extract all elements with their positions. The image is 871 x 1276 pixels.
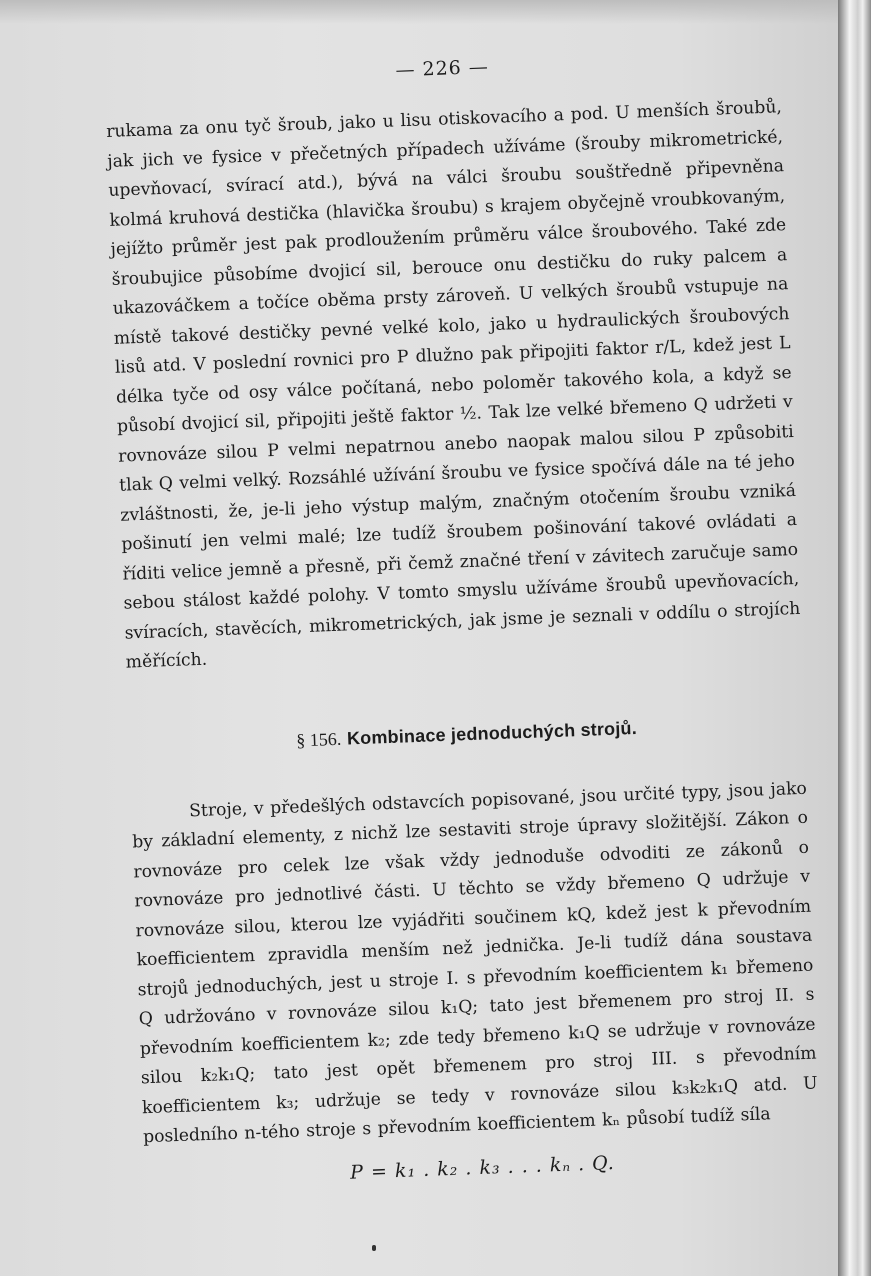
ink-speck bbox=[372, 1245, 376, 1251]
page-edges bbox=[838, 0, 871, 1276]
page-content bbox=[104, 45, 821, 1191]
page-number: — 226 — bbox=[395, 55, 490, 82]
body-paragraph-2: Stroje, v předešlých odstavcích popisované, jsou určité typy, jsou jako by základní elementy, z nichž lze sestaviti stroje úpravy složitější. Zákon o rovnováze pro celek lze však vždy jednoduše odvoditi ze zákonů o rovnováze pro jednotlivé části. U těchto se vždy břemeno Q udržuje v rovnováze silou, kterou lze vyjádřiti součinem kQ, kdež jest k převodním koefficientem zpravidla menším než jednička. Je-li tudíž dána soustava strojů jednoduchých, jest u stroje I. s převodním koefficientem k₁ břemeno Q udržováno v rovnováze silou k₁Q; tato jest břemenem pro stroj II. s převodním koefficientem k₂; zde tedy břemeno k₁Q se udržuje v rovnováze silou k₂k₁Q; tato jest opět břemenem pro stroj III. s převodním koefficientem k₃; udržuje se tedy v rovnováze silou k₃k₂k₁Q atd. U posledního n-tého stroje s převodním koefficientem kₙ působí tudíž síla bbox=[131, 778, 818, 1148]
section-heading bbox=[128, 711, 804, 757]
section-title: Kombinace jednoduchých strojů. bbox=[346, 717, 638, 749]
formula: P = k₁ . k₂ . k₃ . . . kₙ . Q. bbox=[349, 1151, 616, 1184]
top-shadow bbox=[0, 0, 845, 24]
section-number: § 156. bbox=[295, 728, 342, 750]
body-paragraph-1: rukama za onu tyč šroub, jako u lisu otiskovacího a pod. U menších šroubů, jak jich ve fysice v přečetných případech užíváme (šrouby mikrometrické, upevňovací, svírací atd.), bývá na válci šroubu souštředně připevněna kolmá kruhová destička (hlavička šroubu) s krajem obyčejně vroubkovaným, jejížto průměr jest pak prodloužením průměru válce šroubového. Také zde šroubujice působíme dvojicí sil, berouce onu destičku do ruky palcem a ukazováčkem a točíce oběma prsty zároveň. U velkých šroubů vstupuje na místě takové destičky pevné velké kolo, jako u hydraulických šroubových lisů atd. V poslední rovnici pro P dlužno pak připojiti faktor r/L, kdež jest L délka tyče od osy válce počítaná, nebo poloměr takového kola, a když se působí dvojicí sil, připojiti ještě faktor ½. Tak lze velké břemeno Q udržeti v rovnováze silou P velmi nepatrnou anebo naopak malou silou P způsobiti tlak Q velmi velký. Rozsáhlé užívání šroubu ve fysice spočívá dále na té jeho zvláštnosti, že, je-li jeho výstup malým, značným otočením šroubu vzniká pošinutí jen velmi malé; lze tudíž šroubem pošinování takové ovládati a říditi velice jemně a přesně, při čemž značné tření v závitech zaručuje samo sebou stálost každé polohy. V tomto smyslu užíváme šroubů upevňovacích, svíracích, stavěcích, mikrometrických, jak jsme je seznali v oddílu o strojích měřících. bbox=[105, 97, 801, 673]
